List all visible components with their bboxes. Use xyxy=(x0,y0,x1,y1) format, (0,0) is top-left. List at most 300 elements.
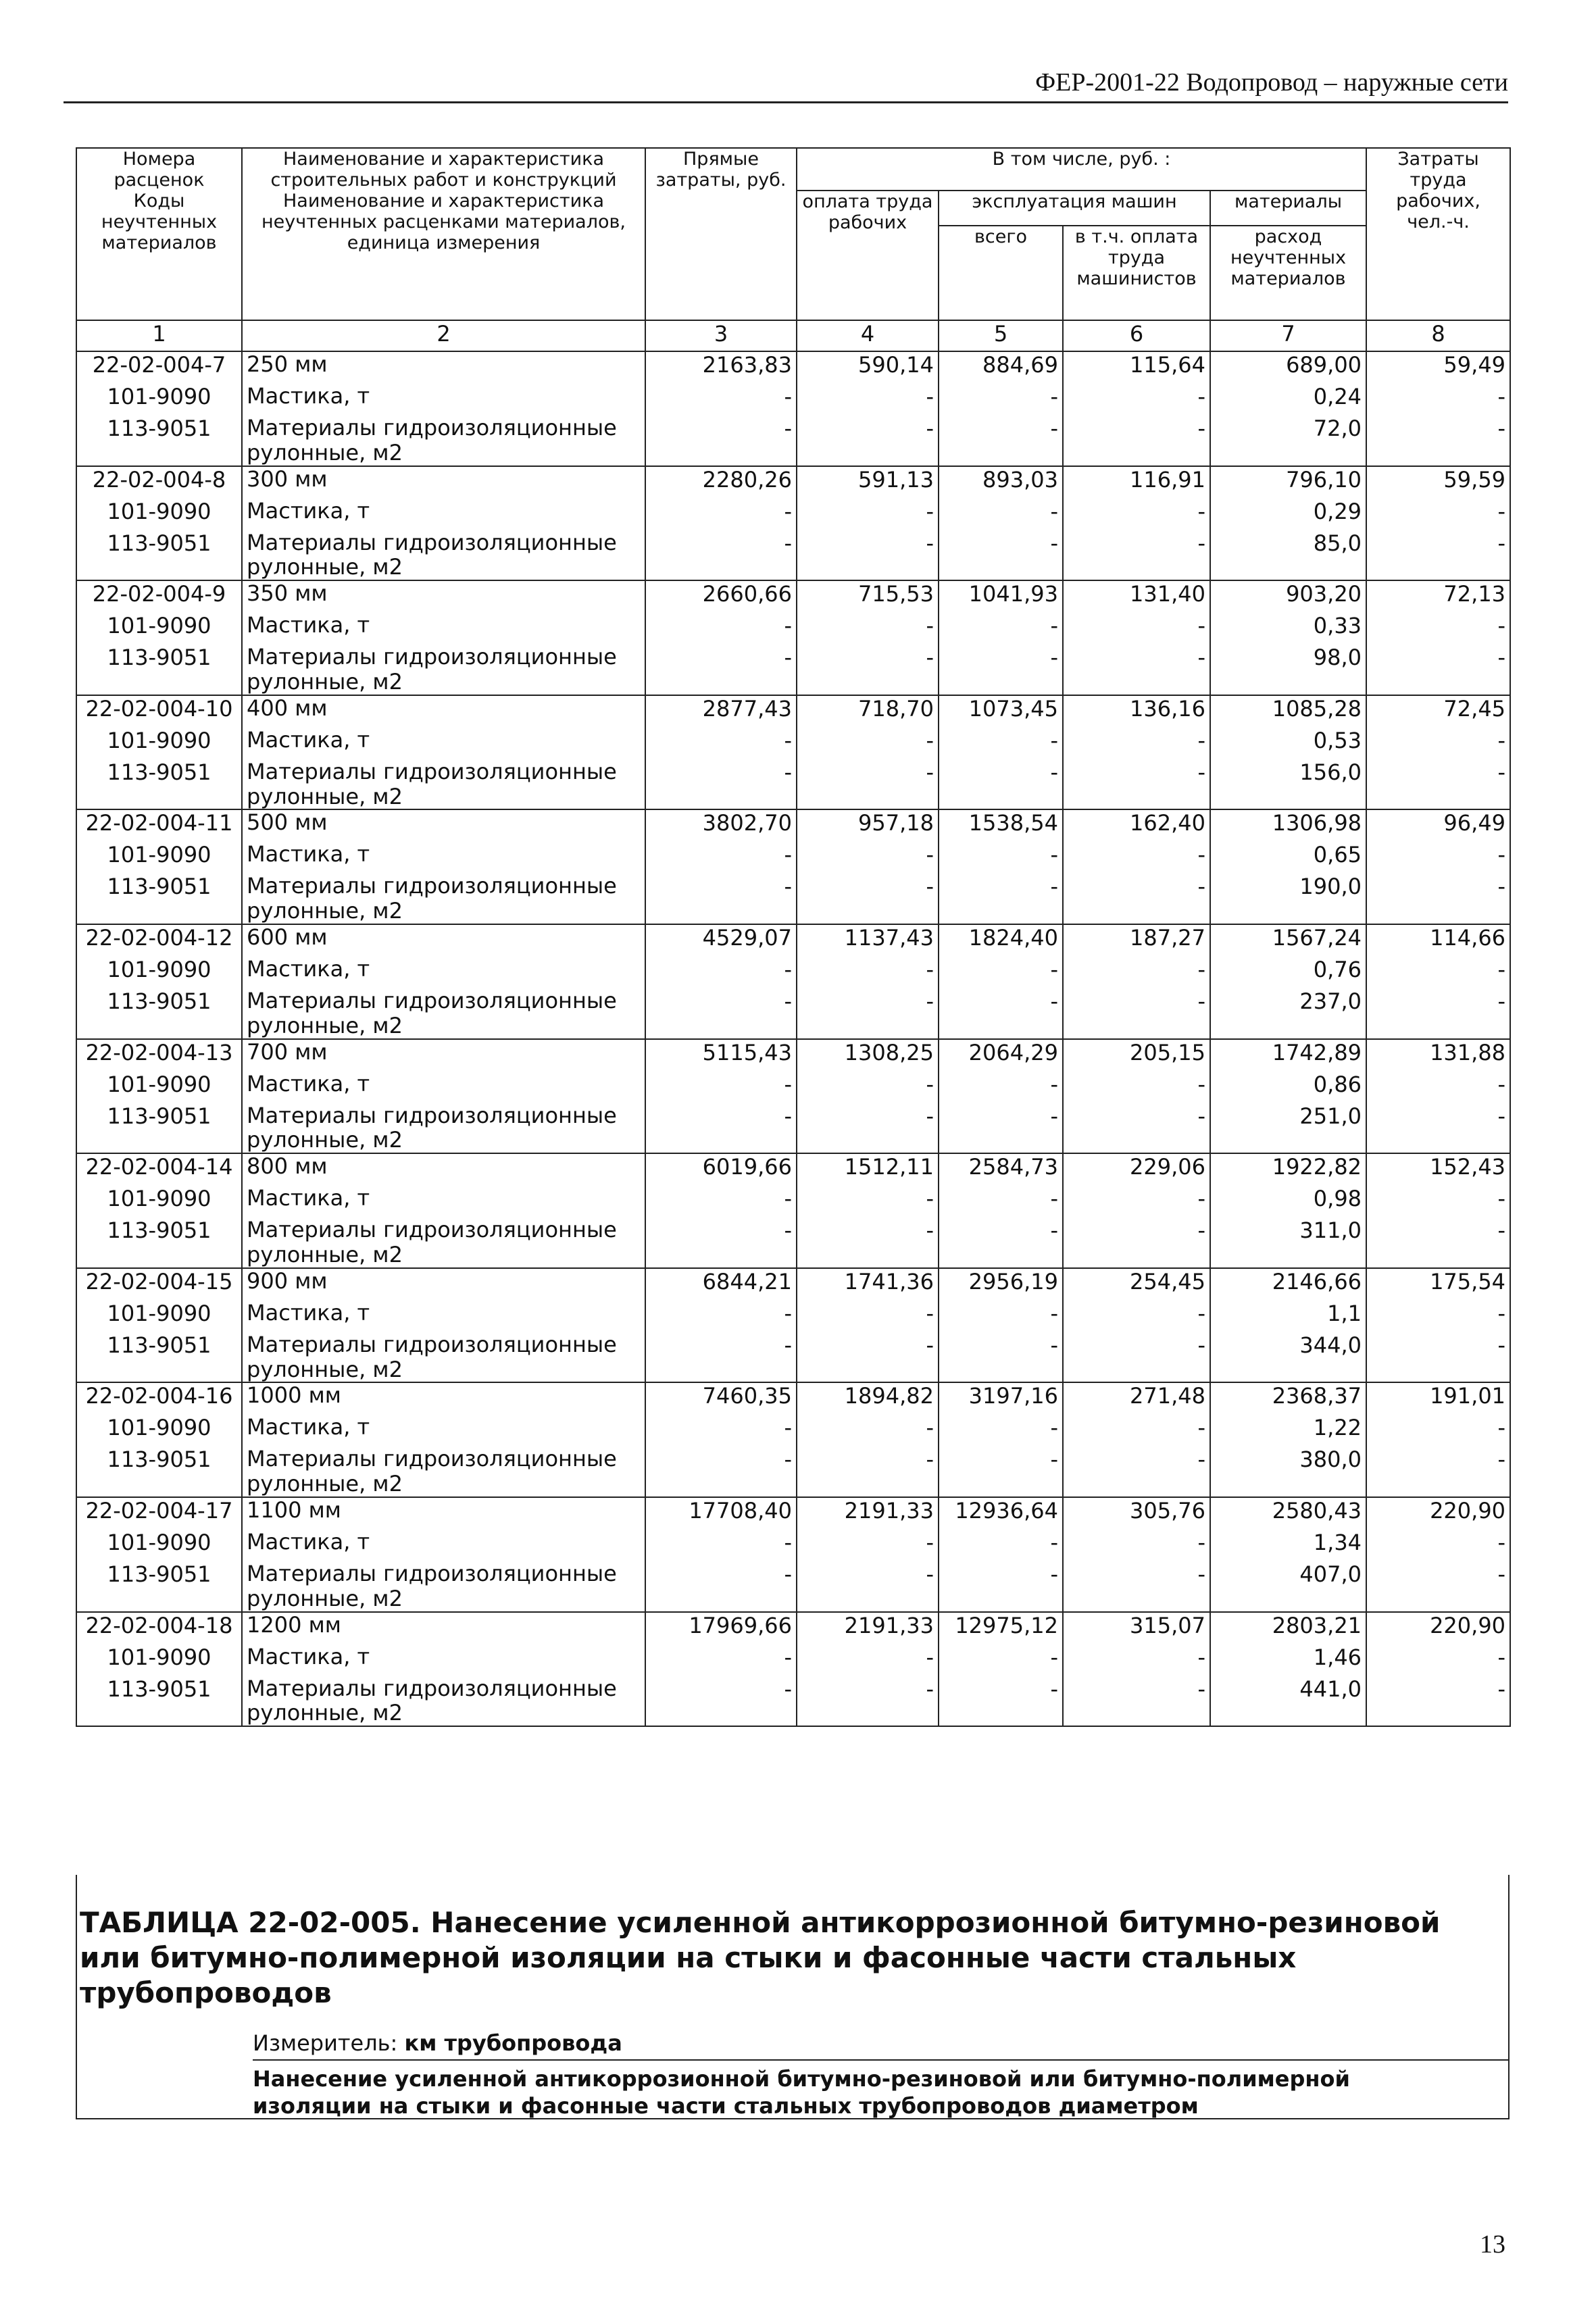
row-value-c3: 17969,66 xyxy=(645,1612,797,1644)
row-value-c4: - xyxy=(797,988,939,1039)
row-value-c8: 114,66 xyxy=(1366,924,1510,957)
row-code: 113-9051 xyxy=(76,1217,242,1268)
row-code: 22-02-004-14 xyxy=(76,1153,242,1186)
row-code: 101-9090 xyxy=(76,728,242,759)
row-value-c4: - xyxy=(797,1530,939,1561)
table-row xyxy=(76,1072,1510,1103)
row-value-c7: 796,10 xyxy=(1210,466,1366,499)
row-value-c5: - xyxy=(939,874,1063,924)
column-index: 8 xyxy=(1366,320,1510,351)
page-header xyxy=(64,68,1508,103)
row-value-c7: 72,0 xyxy=(1210,416,1366,466)
row-value-c8: 72,45 xyxy=(1366,695,1510,728)
table-row xyxy=(76,1039,1510,1072)
row-code: 113-9051 xyxy=(76,874,242,924)
row-value-c4: - xyxy=(797,416,939,466)
row-value-c3: 17708,40 xyxy=(645,1497,797,1530)
row-value-c3: - xyxy=(645,530,797,581)
row-code: 22-02-004-9 xyxy=(76,580,242,613)
table-row xyxy=(76,351,1510,384)
row-value-c7: 2803,21 xyxy=(1210,1612,1366,1644)
column-index: 3 xyxy=(645,320,797,351)
row-value-c7: 1922,82 xyxy=(1210,1153,1366,1186)
table-row xyxy=(76,1676,1510,1727)
row-value-c3: 6019,66 xyxy=(645,1153,797,1186)
row-code: 113-9051 xyxy=(76,1561,242,1612)
row-value-c5: 1538,54 xyxy=(939,809,1063,842)
row-name: Мастика, т xyxy=(242,384,645,416)
row-name: Мастика, т xyxy=(242,499,645,530)
row-value-c7: 98,0 xyxy=(1210,645,1366,695)
row-name: Мастика, т xyxy=(242,842,645,874)
row-code: 101-9090 xyxy=(76,384,242,416)
row-value-c5: - xyxy=(939,1530,1063,1561)
row-value-c4: - xyxy=(797,1447,939,1497)
header-material-name: Наименование и характеристика неучтенных расценками материалов, единица измерения xyxy=(242,191,645,320)
header-operator-wages: в т.ч. оплата труда машинистов xyxy=(1063,226,1210,320)
row-value-c7: 0,24 xyxy=(1210,384,1366,416)
row-value-c5: - xyxy=(939,530,1063,581)
row-value-c3: - xyxy=(645,1561,797,1612)
section-divider xyxy=(253,2059,1508,2061)
column-index: 2 xyxy=(242,320,645,351)
row-value-c5: - xyxy=(939,645,1063,695)
row-value-c6: 162,40 xyxy=(1063,809,1210,842)
row-code: 101-9090 xyxy=(76,1530,242,1561)
row-code: 113-9051 xyxy=(76,988,242,1039)
row-value-c3: 4529,07 xyxy=(645,924,797,957)
row-value-c6: - xyxy=(1063,1561,1210,1612)
row-value-c7: 903,20 xyxy=(1210,580,1366,613)
row-value-c5: - xyxy=(939,1676,1063,1727)
row-value-c8: 220,90 xyxy=(1366,1497,1510,1530)
column-index: 7 xyxy=(1210,320,1366,351)
row-value-c6: - xyxy=(1063,384,1210,416)
row-value-c4: 718,70 xyxy=(797,695,939,728)
row-value-c7: 1742,89 xyxy=(1210,1039,1366,1072)
table-row xyxy=(76,1447,1510,1497)
row-value-c6: 305,76 xyxy=(1063,1497,1210,1530)
header-title: ФЕР-2001-22 Водопровод – наружные сети xyxy=(1035,68,1508,97)
row-value-c6: - xyxy=(1063,874,1210,924)
table-row xyxy=(76,1382,1510,1415)
row-value-c7: 251,0 xyxy=(1210,1103,1366,1154)
row-value-c5: 1073,45 xyxy=(939,695,1063,728)
row-value-c7: 0,98 xyxy=(1210,1186,1366,1217)
row-name: Материалы гидроизоляционные рулонные, м2 xyxy=(242,1676,645,1727)
row-value-c3: - xyxy=(645,416,797,466)
row-value-c7: 0,53 xyxy=(1210,728,1366,759)
row-name: Мастика, т xyxy=(242,1301,645,1332)
row-value-c3: - xyxy=(645,957,797,988)
row-value-c6: - xyxy=(1063,416,1210,466)
row-value-c7: 1,22 xyxy=(1210,1415,1366,1447)
header-unaccounted-materials: расход неучтенных материалов xyxy=(1210,226,1366,320)
column-index-row xyxy=(76,320,1510,351)
row-value-c8: - xyxy=(1366,988,1510,1039)
row-value-c4: - xyxy=(797,1186,939,1217)
row-name: Материалы гидроизоляционные рулонные, м2 xyxy=(242,1217,645,1268)
row-code: 101-9090 xyxy=(76,957,242,988)
row-name: Материалы гидроизоляционные рулонные, м2 xyxy=(242,530,645,581)
row-code: 113-9051 xyxy=(76,1332,242,1383)
row-code: 22-02-004-18 xyxy=(76,1612,242,1644)
header-material-codes: Коды неучтенных материалов xyxy=(76,191,242,320)
table-row xyxy=(76,1644,1510,1676)
row-value-c7: 0,86 xyxy=(1210,1072,1366,1103)
row-value-c8: - xyxy=(1366,1217,1510,1268)
row-value-c4: - xyxy=(797,645,939,695)
row-code: 22-02-004-15 xyxy=(76,1268,242,1301)
row-value-c5: - xyxy=(939,1415,1063,1447)
row-name: Материалы гидроизоляционные рулонные, м2 xyxy=(242,874,645,924)
row-value-c8: - xyxy=(1366,874,1510,924)
row-name: Материалы гидроизоляционные рулонные, м2 xyxy=(242,1332,645,1383)
row-name: Материалы гидроизоляционные рулонные, м2 xyxy=(242,645,645,695)
row-name: 1000 мм xyxy=(242,1382,645,1415)
header-direct-costs: Прямые затраты, руб. xyxy=(645,148,797,320)
row-code: 113-9051 xyxy=(76,1676,242,1727)
row-value-c3: 6844,21 xyxy=(645,1268,797,1301)
row-code: 22-02-004-10 xyxy=(76,695,242,728)
column-index: 1 xyxy=(76,320,242,351)
row-value-c5: - xyxy=(939,1447,1063,1497)
row-value-c6: 136,16 xyxy=(1063,695,1210,728)
row-value-c8: - xyxy=(1366,499,1510,530)
row-value-c5: - xyxy=(939,1332,1063,1383)
row-code: 22-02-004-11 xyxy=(76,809,242,842)
row-name: Материалы гидроизоляционные рулонные, м2 xyxy=(242,988,645,1039)
row-code: 101-9090 xyxy=(76,499,242,530)
row-value-c4: - xyxy=(797,530,939,581)
row-value-c6: - xyxy=(1063,1301,1210,1332)
header-labor-costs: Затраты труда рабочих, чел.-ч. xyxy=(1366,148,1510,320)
row-name: 1200 мм xyxy=(242,1612,645,1644)
row-value-c3: 3802,70 xyxy=(645,809,797,842)
row-value-c6: 187,27 xyxy=(1063,924,1210,957)
row-value-c5: 12936,64 xyxy=(939,1497,1063,1530)
row-value-c7: 311,0 xyxy=(1210,1217,1366,1268)
row-value-c4: 1894,82 xyxy=(797,1382,939,1415)
row-value-c7: 237,0 xyxy=(1210,988,1366,1039)
row-value-c7: 1085,28 xyxy=(1210,695,1366,728)
row-value-c4: 590,14 xyxy=(797,351,939,384)
row-value-c4: 715,53 xyxy=(797,580,939,613)
table-row xyxy=(76,1415,1510,1447)
rates-table xyxy=(76,147,1511,1727)
table-row xyxy=(76,530,1510,581)
row-value-c5: 893,03 xyxy=(939,466,1063,499)
row-code: 101-9090 xyxy=(76,1186,242,1217)
row-value-c5: - xyxy=(939,1561,1063,1612)
row-value-c5: - xyxy=(939,988,1063,1039)
row-value-c8: - xyxy=(1366,1103,1510,1154)
row-value-c7: 0,65 xyxy=(1210,842,1366,874)
row-value-c5: - xyxy=(939,1217,1063,1268)
row-value-c4: - xyxy=(797,957,939,988)
table-row xyxy=(76,1497,1510,1530)
table-row xyxy=(76,759,1510,810)
row-value-c8: - xyxy=(1366,759,1510,810)
row-value-c3: - xyxy=(645,1644,797,1676)
row-value-c3: - xyxy=(645,728,797,759)
row-value-c7: 85,0 xyxy=(1210,530,1366,581)
row-value-c3: - xyxy=(645,613,797,645)
row-value-c7: 156,0 xyxy=(1210,759,1366,810)
row-name: 1100 мм xyxy=(242,1497,645,1530)
row-value-c4: - xyxy=(797,1415,939,1447)
row-code: 101-9090 xyxy=(76,1644,242,1676)
row-value-c3: - xyxy=(645,759,797,810)
row-value-c6: - xyxy=(1063,1186,1210,1217)
row-name: Мастика, т xyxy=(242,1644,645,1676)
table-row xyxy=(76,1103,1510,1154)
row-value-c3: 7460,35 xyxy=(645,1382,797,1415)
table-row xyxy=(76,1186,1510,1217)
row-value-c3: - xyxy=(645,1103,797,1154)
row-value-c8: - xyxy=(1366,842,1510,874)
row-value-c6: - xyxy=(1063,988,1210,1039)
row-name: 900 мм xyxy=(242,1268,645,1301)
table-row xyxy=(76,499,1510,530)
row-value-c3: - xyxy=(645,1415,797,1447)
table-row xyxy=(76,1217,1510,1268)
row-value-c5: 3197,16 xyxy=(939,1382,1063,1415)
row-name: 500 мм xyxy=(242,809,645,842)
row-value-c4: 1512,11 xyxy=(797,1153,939,1186)
table-row xyxy=(76,874,1510,924)
row-value-c7: 380,0 xyxy=(1210,1447,1366,1497)
row-name: Мастика, т xyxy=(242,728,645,759)
row-value-c4: 2191,33 xyxy=(797,1497,939,1530)
row-value-c4: - xyxy=(797,728,939,759)
row-value-c3: - xyxy=(645,645,797,695)
row-value-c5: - xyxy=(939,1186,1063,1217)
row-value-c8: - xyxy=(1366,416,1510,466)
table-row xyxy=(76,1153,1510,1186)
row-value-c5: 12975,12 xyxy=(939,1612,1063,1644)
row-value-c7: 0,33 xyxy=(1210,613,1366,645)
row-value-c8: - xyxy=(1366,1301,1510,1332)
row-name: 700 мм xyxy=(242,1039,645,1072)
row-value-c3: 2877,43 xyxy=(645,695,797,728)
row-value-c8: 59,49 xyxy=(1366,351,1510,384)
row-name: 400 мм xyxy=(242,695,645,728)
row-code: 22-02-004-8 xyxy=(76,466,242,499)
measure-value: км трубопровода xyxy=(404,2030,622,2056)
rates-table-wrapper xyxy=(76,147,1510,1727)
row-value-c5: - xyxy=(939,416,1063,466)
row-value-c6: - xyxy=(1063,728,1210,759)
row-code: 113-9051 xyxy=(76,530,242,581)
table-row xyxy=(76,1530,1510,1561)
row-value-c7: 0,29 xyxy=(1210,499,1366,530)
row-value-c6: 115,64 xyxy=(1063,351,1210,384)
row-value-c8: - xyxy=(1366,1186,1510,1217)
table-row xyxy=(76,645,1510,695)
row-code: 113-9051 xyxy=(76,759,242,810)
row-value-c3: 2163,83 xyxy=(645,351,797,384)
header-group-including: В том числе, руб. : xyxy=(797,148,1366,191)
row-value-c5: 2584,73 xyxy=(939,1153,1063,1186)
row-value-c8: 59,59 xyxy=(1366,466,1510,499)
row-value-c3: - xyxy=(645,842,797,874)
row-value-c4: - xyxy=(797,499,939,530)
row-value-c8: 152,43 xyxy=(1366,1153,1510,1186)
row-value-c8: 72,13 xyxy=(1366,580,1510,613)
row-name: Мастика, т xyxy=(242,1415,645,1447)
row-value-c3: - xyxy=(645,1332,797,1383)
row-value-c8: - xyxy=(1366,1332,1510,1383)
column-index: 5 xyxy=(939,320,1063,351)
row-value-c6: 205,15 xyxy=(1063,1039,1210,1072)
row-value-c6: - xyxy=(1063,1644,1210,1676)
table-row xyxy=(76,384,1510,416)
row-value-c6: 131,40 xyxy=(1063,580,1210,613)
row-code: 101-9090 xyxy=(76,1301,242,1332)
row-value-c5: - xyxy=(939,384,1063,416)
row-value-c8: - xyxy=(1366,1530,1510,1561)
table-row xyxy=(76,1561,1510,1612)
measure-label: Измеритель: xyxy=(253,2030,398,2056)
row-value-c6: 271,48 xyxy=(1063,1382,1210,1415)
row-value-c8: - xyxy=(1366,1561,1510,1612)
row-value-c8: - xyxy=(1366,728,1510,759)
row-value-c3: - xyxy=(645,1676,797,1727)
row-name: Материалы гидроизоляционные рулонные, м2 xyxy=(242,1447,645,1497)
row-name: 250 мм xyxy=(242,351,645,384)
row-value-c5: 2956,19 xyxy=(939,1268,1063,1301)
row-value-c3: 2280,26 xyxy=(645,466,797,499)
header-worker-wages: оплата труда рабочих xyxy=(797,191,939,320)
table-row xyxy=(76,924,1510,957)
row-value-c6: - xyxy=(1063,1332,1210,1383)
row-value-c7: 2580,43 xyxy=(1210,1497,1366,1530)
row-name: 600 мм xyxy=(242,924,645,957)
page-number: 13 xyxy=(1480,2230,1505,2259)
row-code: 22-02-004-7 xyxy=(76,351,242,384)
row-value-c8: 175,54 xyxy=(1366,1268,1510,1301)
row-value-c7: 689,00 xyxy=(1210,351,1366,384)
row-value-c8: - xyxy=(1366,1644,1510,1676)
row-value-c3: - xyxy=(645,1301,797,1332)
row-value-c3: - xyxy=(645,1217,797,1268)
row-value-c7: 1567,24 xyxy=(1210,924,1366,957)
row-value-c3: - xyxy=(645,988,797,1039)
row-value-c8: 191,01 xyxy=(1366,1382,1510,1415)
row-value-c7: 1,46 xyxy=(1210,1644,1366,1676)
row-value-c6: - xyxy=(1063,1072,1210,1103)
row-value-c5: - xyxy=(939,613,1063,645)
row-name: 350 мм xyxy=(242,580,645,613)
row-value-c8: - xyxy=(1366,645,1510,695)
row-value-c3: - xyxy=(645,1447,797,1497)
row-value-c4: - xyxy=(797,1217,939,1268)
row-name: Мастика, т xyxy=(242,613,645,645)
row-value-c4: - xyxy=(797,1332,939,1383)
header-materials: материалы xyxy=(1210,191,1366,226)
row-value-c4: - xyxy=(797,842,939,874)
table-row xyxy=(76,1268,1510,1301)
table-row xyxy=(76,1612,1510,1644)
row-value-c6: - xyxy=(1063,1530,1210,1561)
row-value-c4: 957,18 xyxy=(797,809,939,842)
row-value-c6: - xyxy=(1063,1415,1210,1447)
table-row xyxy=(76,466,1510,499)
row-name: Материалы гидроизоляционные рулонные, м2 xyxy=(242,1561,645,1612)
row-value-c6: - xyxy=(1063,613,1210,645)
header-work-name: Наименование и характеристика строительных работ и конструкций xyxy=(242,148,645,191)
row-code: 113-9051 xyxy=(76,1447,242,1497)
table-row xyxy=(76,842,1510,874)
row-value-c6: - xyxy=(1063,759,1210,810)
row-value-c8: - xyxy=(1366,530,1510,581)
row-name: Материалы гидроизоляционные рулонные, м2 xyxy=(242,1103,645,1154)
row-value-c8: 131,88 xyxy=(1366,1039,1510,1072)
row-value-c5: - xyxy=(939,499,1063,530)
row-value-c6: 116,91 xyxy=(1063,466,1210,499)
section-description: Нанесение усиленной антикоррозионной битумно-резиновой или битумно-полимерной изоляции на стыки и фасонные части стальных трубопроводов диаметром xyxy=(253,2066,1350,2119)
row-value-c5: - xyxy=(939,957,1063,988)
row-value-c8: 96,49 xyxy=(1366,809,1510,842)
row-value-c8: - xyxy=(1366,1447,1510,1497)
row-value-c5: - xyxy=(939,759,1063,810)
row-value-c4: 591,13 xyxy=(797,466,939,499)
row-value-c3: - xyxy=(645,1530,797,1561)
row-name: Мастика, т xyxy=(242,1186,645,1217)
row-code: 101-9090 xyxy=(76,613,242,645)
section-title: ТАБЛИЦА 22-02-005. Нанесение усиленной антикоррозионной битумно-резиновой или битумно-полимерной изоляции на стыки и фасонные части стальных трубопроводов xyxy=(80,1906,1441,2009)
row-value-c4: 1741,36 xyxy=(797,1268,939,1301)
row-value-c6: - xyxy=(1063,957,1210,988)
row-code: 101-9090 xyxy=(76,1415,242,1447)
row-value-c7: 1,34 xyxy=(1210,1530,1366,1561)
row-value-c7: 344,0 xyxy=(1210,1332,1366,1383)
row-name: Мастика, т xyxy=(242,1072,645,1103)
row-value-c5: 2064,29 xyxy=(939,1039,1063,1072)
row-value-c4: - xyxy=(797,759,939,810)
row-value-c7: 2146,66 xyxy=(1210,1268,1366,1301)
row-value-c4: 2191,33 xyxy=(797,1612,939,1644)
table-body xyxy=(76,351,1510,1726)
row-value-c6: - xyxy=(1063,1217,1210,1268)
row-value-c7: 441,0 xyxy=(1210,1676,1366,1727)
row-value-c8: - xyxy=(1366,1415,1510,1447)
row-value-c6: 254,45 xyxy=(1063,1268,1210,1301)
table-row xyxy=(76,957,1510,988)
row-value-c7: 1,1 xyxy=(1210,1301,1366,1332)
row-code: 22-02-004-13 xyxy=(76,1039,242,1072)
row-code: 113-9051 xyxy=(76,645,242,695)
row-value-c7: 2368,37 xyxy=(1210,1382,1366,1415)
row-value-c8: - xyxy=(1366,1676,1510,1727)
row-value-c6: - xyxy=(1063,1676,1210,1727)
table-row xyxy=(76,1301,1510,1332)
table-row xyxy=(76,988,1510,1039)
header-machine-operation: эксплуатация машин xyxy=(939,191,1210,226)
row-name: 800 мм xyxy=(242,1153,645,1186)
row-code: 101-9090 xyxy=(76,842,242,874)
row-value-c4: - xyxy=(797,1103,939,1154)
row-value-c4: - xyxy=(797,1676,939,1727)
row-value-c8: 220,90 xyxy=(1366,1612,1510,1644)
row-value-c7: 407,0 xyxy=(1210,1561,1366,1612)
row-value-c3: 5115,43 xyxy=(645,1039,797,1072)
row-value-c6: - xyxy=(1063,530,1210,581)
row-value-c8: - xyxy=(1366,384,1510,416)
row-value-c5: 1041,93 xyxy=(939,580,1063,613)
row-value-c8: - xyxy=(1366,1072,1510,1103)
